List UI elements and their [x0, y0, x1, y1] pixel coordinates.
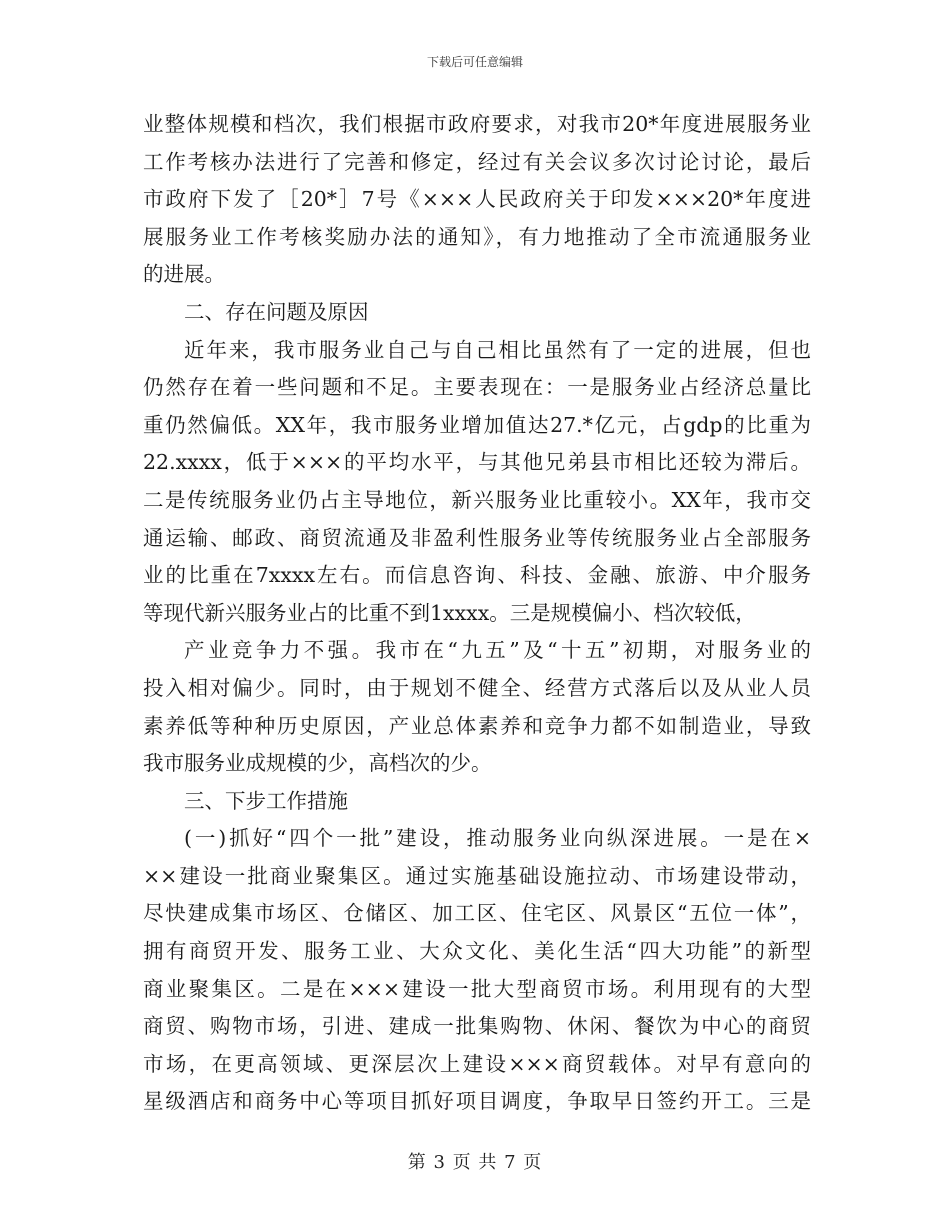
body-line: 通运输、邮政、商贸流通及非盈利性服务业等传统服务业占全部服务 — [143, 525, 811, 550]
body-line: ××建设一批商业聚集区。通过实施基础设施拉动、市场建设带动， — [143, 863, 811, 888]
body-line: 二是传统服务业仍占主导地位，新兴服务业比重较小。XX年，我市交 — [143, 487, 811, 512]
body-line: 展服务业工作考核奖励办法的通知》，有力地推动了全市流通服务业 — [143, 224, 811, 249]
body-line: 业整体规模和档次，我们根据市政府要求，对我市20*年度进展服务业 — [143, 112, 811, 136]
body-line: 素养低等种种历史原因，产业总体素养和竞争力都不如制造业，导致 — [143, 713, 811, 738]
body-line: 仍然存在着一些问题和不足。主要表现在：一是服务业占经济总量比 — [143, 375, 811, 400]
page-number-footer: 第 3 页 共 7 页 — [407, 1152, 543, 1173]
body-line: 拥有商贸开发、服务工业、大众文化、美化生活“四大功能”的新型 — [143, 939, 811, 964]
body-line: 尽快建成集市场区、仓储区、加工区、住宅区、风景区“五位一体”， — [143, 901, 811, 926]
body-line: 我市服务业成规模的少，高档次的少。 — [143, 751, 492, 776]
body-line: 商贸、购物市场，引进、建成一批集购物、休闲、餐饮为中心的商贸 — [143, 1014, 811, 1039]
body-line: (一)抓好“四个一批”建设，推动服务业向纵深进展。一是在× — [184, 826, 811, 851]
body-line: 近年来，我市服务业自己与自己相比虽然有了一定的进展，但也 — [184, 337, 811, 362]
document-body — [143, 106, 811, 1121]
body-line: 产业竞争力不强。我市在“九五”及“十五”初期，对服务业的 — [184, 638, 811, 663]
body-line: 市场，在更高领域、更深层次上建设×××商贸载体。对早有意向的 — [143, 1051, 811, 1076]
body-line: 工作考核办法进行了完善和修定，经过有关会议多次讨论讨论，最后 — [143, 149, 811, 174]
body-line: 业的比重在7xxxx左右。而信息咨询、科技、金融、旅游、中介服务 — [143, 563, 811, 588]
body-line: 等现代新兴服务业占的比重不到1xxxx。三是规模偏小、档次较低， — [143, 600, 756, 625]
body-line: 的进展。 — [143, 262, 225, 287]
body-line: 星级酒店和商务中心等项目抓好项目调度，争取早日签约开工。三是 — [143, 1089, 811, 1114]
body-line: 投入相对偏少。同时，由于规划不健全、经营方式落后以及从业人员 — [143, 675, 811, 700]
body-line: 22.xxxx，低于×××的平均水平，与其他兄弟县市相比还较为滞后。 — [143, 450, 811, 475]
body-line: 市政府下发了［20*］7号《×××人民政府关于印发×××20*年度进 — [143, 187, 811, 212]
section-heading-problems: 二、存在问题及原因 — [184, 299, 369, 324]
section-heading-measures: 三、下步工作措施 — [184, 788, 348, 813]
body-line: 商业聚集区。二是在×××建设一批大型商贸市场。利用现有的大型 — [143, 976, 811, 1001]
body-line: 重仍然偏低。XX年，我市服务业增加值达27.*亿元，占gdp的比重为 — [143, 412, 811, 437]
page-header-note: 下载后可任意编辑 — [426, 55, 523, 69]
